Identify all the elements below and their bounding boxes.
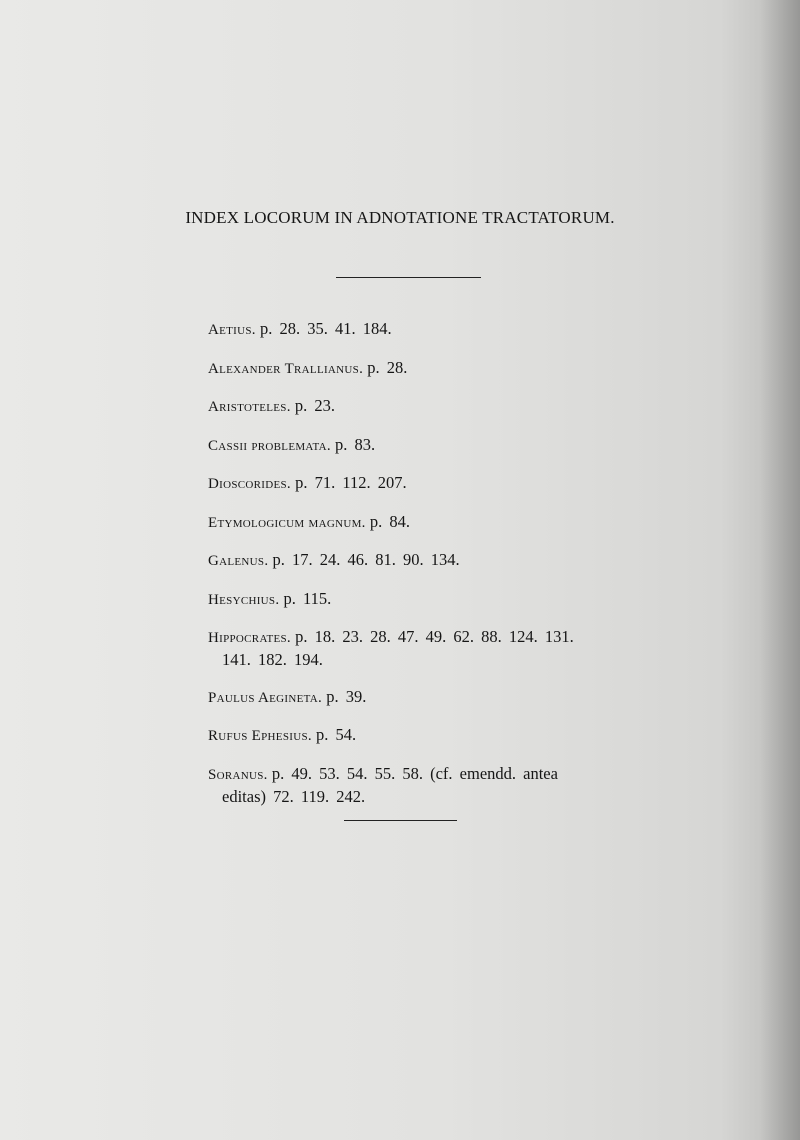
index-entry — [208, 395, 628, 418]
entry-pages-continued: 141. 182. 194. — [222, 650, 323, 669]
index-entry — [208, 472, 628, 495]
entry-pages: p. 83. — [335, 434, 376, 454]
index-entry — [208, 434, 628, 457]
title-rule — [336, 277, 481, 278]
entry-pages: p. 23. — [294, 396, 336, 415]
entry-author: Aetius. — [208, 322, 256, 338]
entry-pages: p. 54. — [316, 725, 357, 744]
entry-author: Cassii problemata. — [208, 437, 331, 454]
index-entry — [208, 686, 628, 709]
entry-pages-continued: editas) 72. 119. 242. — [222, 786, 366, 806]
entry-pages: p. 71. 112. 207. — [295, 473, 407, 492]
entry-author: Soranus. — [208, 766, 268, 783]
entry-pages: p. 28. — [367, 357, 408, 377]
index-entry — [208, 549, 628, 572]
index-list — [208, 318, 628, 822]
index-entry — [208, 511, 628, 534]
entry-author: Galenus. — [208, 553, 269, 569]
entry-pages: p. 49. 53. 54. 55. 58. (cf. emendd. antea — [271, 763, 558, 783]
entry-pages: p. 18. 23. 28. 47. 49. 62. 88. 124. 131. — [295, 627, 574, 646]
entry-author: Hippocrates. — [208, 630, 291, 646]
entry-author: Alexander Trallianus. — [208, 360, 364, 377]
page-title: INDEX LOCORUM IN ADNOTATIONE TRACTATORUM. — [185, 208, 615, 227]
closing-rule — [344, 820, 457, 821]
entry-pages: p. 39. — [326, 686, 367, 706]
entry-author: Rufus Ephesius. — [208, 728, 312, 744]
entry-author: Hesychius. — [208, 591, 280, 608]
entry-author: Dioscorides. — [208, 476, 291, 492]
index-entry — [208, 763, 628, 807]
index-entry — [208, 357, 628, 380]
entry-author: Paulus Aegineta. — [208, 689, 323, 706]
page-edge-shadow — [760, 0, 800, 1140]
index-entry — [208, 626, 628, 670]
entry-pages: p. 28. 35. 41. 184. — [259, 319, 392, 338]
entry-author: Aristoteles. — [208, 399, 291, 415]
index-entry — [208, 588, 628, 611]
entry-pages: p. 115. — [283, 588, 332, 608]
entry-author: Etymologicum magnum. — [208, 514, 366, 531]
entry-pages: p. 84. — [369, 511, 410, 531]
index-entry — [208, 318, 628, 341]
entry-pages: p. 17. 24. 46. 81. 90. 134. — [272, 550, 460, 569]
index-entry — [208, 724, 628, 747]
